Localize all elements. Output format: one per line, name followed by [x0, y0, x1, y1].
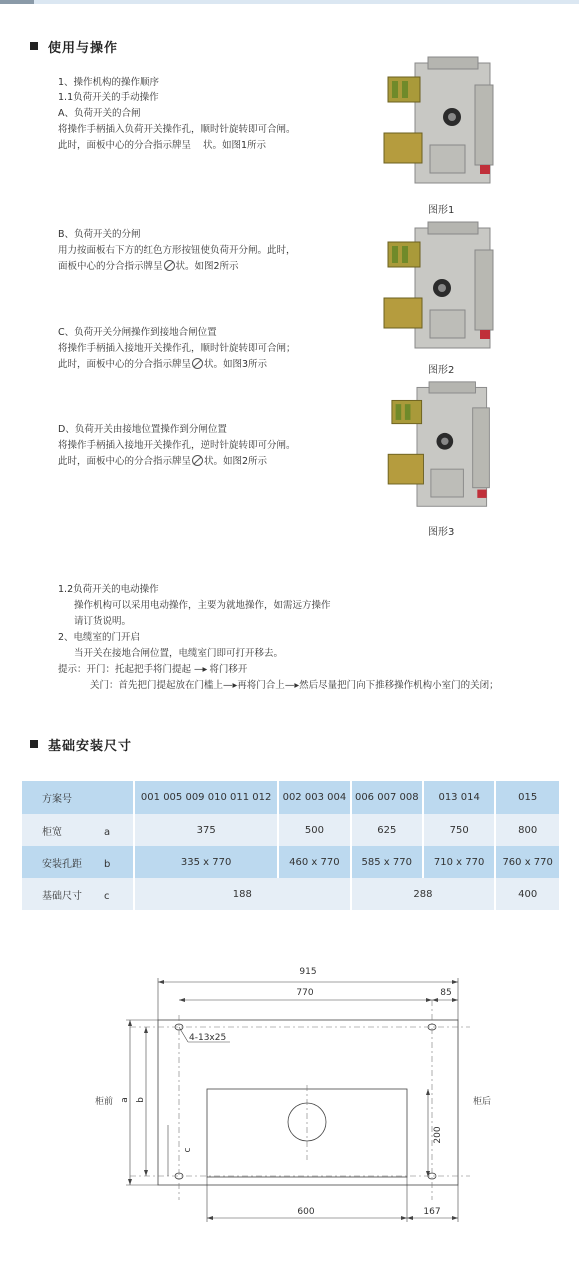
table-row-label: 基础尺寸 c — [22, 878, 134, 910]
text-line: 操作机构可以采用电动操作，主要为就地操作，如需远方操作 — [74, 600, 331, 611]
dim-label: 167 — [423, 1207, 441, 1217]
frame-outline — [158, 1020, 458, 1185]
arrow-icon: —▸ — [223, 680, 238, 691]
table-cell: 188 — [134, 878, 351, 910]
text-segment: 状。如图2所示 — [175, 261, 239, 272]
mechanism-photo-2 — [380, 220, 505, 350]
table-cell: 585 x 770 — [351, 846, 423, 878]
section-title-usage: 使用与操作 — [48, 41, 119, 56]
text-line — [58, 139, 266, 153]
dim-label: 200 — [433, 1126, 443, 1144]
table-cell: 460 x 770 — [278, 846, 350, 878]
front-label: 柜前 — [95, 1097, 114, 1107]
text-segment: 此时，面板中心的分合指示牌呈 — [58, 456, 192, 467]
section-bullet — [30, 740, 38, 748]
dim-label-b: b — [136, 1097, 146, 1103]
text-line: A、负荷开关的合闸 — [58, 108, 141, 119]
dim-label-c: c — [183, 1147, 193, 1153]
top-accent-bar — [0, 0, 579, 4]
table-header-row — [22, 781, 560, 814]
figure-caption: 图形2 — [428, 365, 455, 376]
table-cell: 288 — [351, 878, 496, 910]
table-cell: 500 — [278, 814, 350, 846]
dim-label: 600 — [297, 1207, 315, 1217]
text-segment: 此时，面板中心的分合指示牌呈 — [58, 140, 192, 151]
table-cell: 710 x 770 — [423, 846, 495, 878]
table-cell: 750 — [423, 814, 495, 846]
table-row-label: 安装孔距 b — [22, 846, 134, 878]
section-bullet — [30, 42, 38, 50]
text-line: 请订货说明。 — [74, 616, 132, 627]
text-segment: 将门移开 — [209, 664, 248, 675]
text-segment: 状。如图2所示 — [204, 456, 268, 467]
text-segment: 关门：首先把门提起放在门槛上 — [90, 680, 224, 691]
table-cell: 800 — [495, 814, 560, 846]
text-line: 1.2负荷开关的电动操作 — [58, 584, 159, 595]
foundation-dimension-table — [22, 781, 561, 910]
table-cell: 400 — [495, 878, 560, 910]
table-header-cell: 006 007 008 — [351, 781, 423, 814]
table-row — [22, 878, 560, 910]
text-line: C、负荷开关分闸操作到接地合闸位置 — [58, 327, 217, 338]
table-header-cell: 013 014 — [423, 781, 495, 814]
text-line: 1.1负荷开关的手动操作 — [58, 92, 159, 103]
text-line: 当开关在接地合闸位置，电缆室门即可打开移去。 — [74, 648, 284, 659]
text-line — [58, 260, 239, 274]
table-header-cell: 方案号 — [22, 781, 134, 814]
open-indicator-icon — [164, 260, 175, 271]
table-row — [22, 846, 560, 878]
arrow-icon: —▸ — [194, 664, 207, 675]
text-line: 将操作手柄插入接地开关操作孔，逆时针旋转即可分闸。 — [58, 440, 296, 451]
text-segment: 面板中心的分合指示牌呈 — [58, 261, 163, 272]
table-header-cell: 001 005 009 010 011 012 — [134, 781, 278, 814]
text-segment: 然后尽量把门向下推移操作机构小室门的关闭； — [299, 680, 499, 691]
figure-caption: 图形3 — [428, 527, 455, 538]
figure-caption: 图形1 — [428, 205, 455, 216]
dim-label: 770 — [296, 988, 314, 998]
open-indicator-icon — [192, 455, 203, 466]
text-line: D、负荷开关由接地位置操作到分闸位置 — [58, 424, 227, 435]
text-line — [58, 455, 267, 469]
text-line: 将操作手柄插入接地开关操作孔，顺时针旋转即可合闸； — [58, 343, 296, 354]
text-segment: 此时，面板中心的分合指示牌呈 — [58, 359, 192, 370]
table-cell: 375 — [134, 814, 278, 846]
arrow-icon: —▸ — [284, 680, 300, 691]
table-cell: 760 x 770 — [495, 846, 560, 878]
open-indicator-icon — [192, 358, 203, 369]
table-cell: 335 x 770 — [134, 846, 278, 878]
foundation-drawing — [0, 960, 579, 1260]
text-line: 将操作手柄插入负荷开关操作孔，顺时针旋转即可合闸。 — [58, 124, 296, 135]
table-row-label: 柜宽 a — [22, 814, 134, 846]
mechanism-photo-3 — [380, 380, 505, 510]
table-header-cell: 002 003 004 — [278, 781, 350, 814]
text-segment: 状。如图1所示 — [203, 140, 267, 151]
text-line — [90, 679, 499, 693]
dim-label: 915 — [299, 967, 317, 977]
text-segment: 再将门合上 — [237, 680, 285, 691]
dim-label-a: a — [120, 1097, 130, 1103]
rear-label: 柜后 — [473, 1097, 492, 1107]
table-cell: 625 — [351, 814, 423, 846]
text-line: 2、电缆室的门开启 — [58, 632, 141, 643]
holes-label: 4-13x25 — [189, 1033, 227, 1043]
text-line — [58, 358, 267, 372]
top-accent-mark — [0, 0, 34, 4]
text-line: 1、操作机构的操作顺序 — [58, 77, 160, 88]
text-line: 用力按面板右下方的红色方形按钮使负荷开分闸。此时， — [58, 245, 296, 256]
text-segment: 状。如图3所示 — [204, 359, 268, 370]
mechanism-photo-1 — [380, 55, 505, 185]
dim-label: 85 — [440, 988, 452, 998]
text-line — [58, 663, 247, 677]
text-segment: 提示：开门：托起把手将门提起 — [58, 664, 192, 675]
section-title-foundation: 基础安装尺寸 — [48, 739, 133, 754]
table-header-cell: 015 — [495, 781, 560, 814]
text-line: B、负荷开关的分闸 — [58, 229, 141, 240]
table-row — [22, 814, 560, 846]
